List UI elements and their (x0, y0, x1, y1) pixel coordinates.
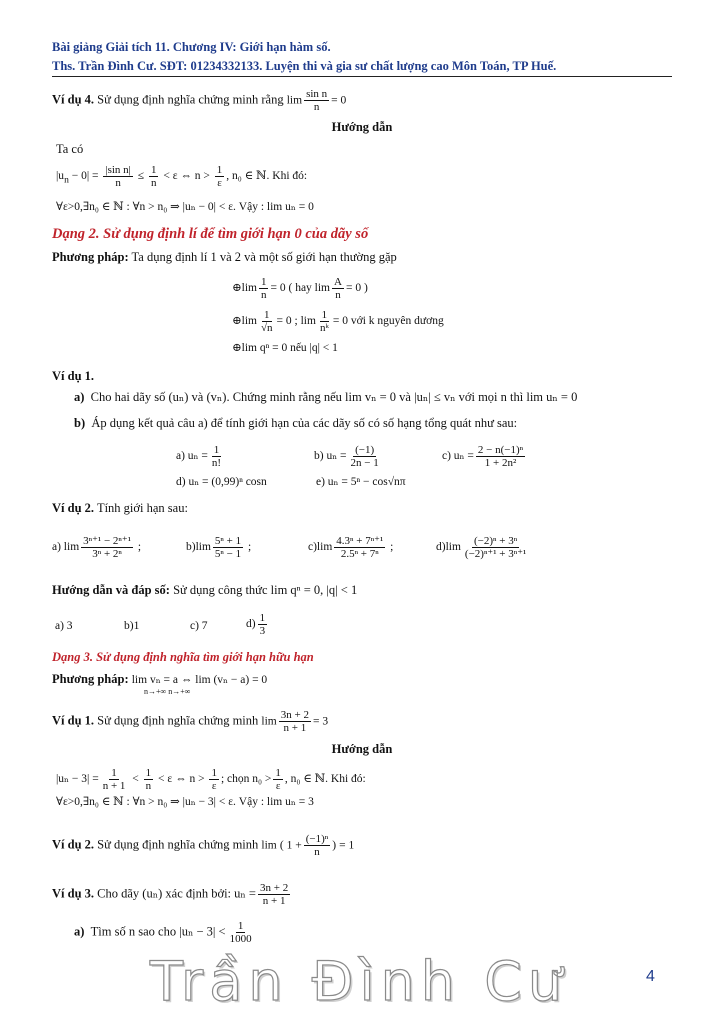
example-1-b: b) Áp dụng kết quả câu a) để tính giới hạn của các dãy số có số hạng tổng quát như sau: (74, 416, 518, 430)
header-rule (52, 76, 672, 77)
proof-2-line-1: |uₙ − 3| = $\frac{1}{n + 1}$ < $\frac{1}{n}$ < ε ⇔ n > $\frac{1}{\varepsilon}$ ; chọn n₀ > $\frac{1}{\varepsilon}$ , n₀ ∈ ℕ. Khi đó: (56, 767, 366, 792)
item-c: c) uₙ = $\frac{\text{2 − n(−1)ⁿ}}{\text{1 + 2n²}}$ (442, 444, 524, 469)
page-header (52, 38, 672, 76)
example-3-2: Ví dụ 2. Sử dụng định nghĩa chứng minh lim ( 1 + $\frac{\text{(−1)ⁿ}}{n}$ ) = 1 (52, 833, 355, 858)
example-4: Ví dụ 4. Sử dụng định nghĩa chứng minh rằng lim $\frac{\text{sin n}}{n}$ = 0 (52, 88, 347, 113)
answer-b: b)1 (124, 620, 140, 632)
header-line-1: Bài giảng Giải tích 11. Chương IV: Giới hạn hàm số. (52, 40, 331, 54)
answer-a: a) 3 (55, 620, 73, 632)
page-number: 4 (646, 968, 655, 985)
ta-co: Ta có (56, 142, 84, 156)
limit-d: d)lim $\frac{\text{(−2)ⁿ + 3ⁿ}}{\text{(−2)ⁿ⁺¹ + 3ⁿ⁺¹}}$ (436, 535, 527, 560)
answer-c: c) 7 (190, 620, 208, 632)
fraction: $\frac{\text{sin n}}{n}$ (306, 88, 328, 113)
answers-intro: Hướng dẫn và đáp số: Sử dụng công thức lim qⁿ = 0, |q| < 1 (52, 583, 358, 597)
example-3-3: Ví dụ 3. Cho dãy (uₙ) xác định bởi: uₙ = $\frac{3n + 2}{n + 1}$ (52, 882, 289, 907)
example-3-3-a: a) Tìm số n sao cho |uₙ − 3| < $\frac{1}{1000}$ (74, 920, 252, 945)
proof-line-2: ∀ε>0,∃n₀ ∈ ℕ : ∀n > n₀ ⇒ |uₙ − 0| < ε. Vậy : lim uₙ = 0 (56, 201, 314, 213)
example-2: Ví dụ 2. Tính giới hạn sau: (52, 501, 188, 515)
formula-1: ⊕lim $\frac{1}{n}$ = 0 ( hay lim $\frac{A}{n}$ = 0 ) (232, 276, 368, 301)
header-line-2: Ths. Trần Đình Cư. SĐT: 01234332133. Luyện thi và gia sư chất lượng cao Môn Toán, TP Huế. (52, 59, 557, 73)
guide-heading: Hướng dẫn (331, 120, 393, 134)
formula-3: ⊕lim qⁿ = 0 nếu |q| < 1 (232, 342, 338, 354)
example-1-label: Ví dụ 1. (52, 369, 95, 383)
item-a: a) uₙ = $\frac{1}{n!}$ (176, 444, 222, 469)
example-1-a: a) Cho hai dãy số (uₙ) và (vₙ). Chứng minh rằng nếu lim vₙ = 0 và |uₙ| ≤ vₙ với mọi n thì lim uₙ = 0 (74, 390, 578, 404)
proof-line-1: $|u_n - 0|$ = $\frac{\text{|sin n|}}{n}$ ≤ $\frac{1}{n}$ < ε ⇔ n > $\frac{1}{\varepsilon}$ , n₀ ∈ ℕ. Khi đó: (56, 164, 308, 189)
item-d: d) uₙ = (0,99)ⁿ cosn (176, 476, 267, 488)
section-dang-3-title: Dạng 3. Sử dụng định nghĩa tìm giới hạn hữu hạn (52, 650, 314, 664)
formula-2: ⊕lim $\frac{1}{√n}$ = 0 ; lim $\frac{1}{\text{nᵏ}}$ = 0 với k nguyên dương (232, 309, 444, 334)
answer-d: d) $\frac{1}{3}$ (246, 612, 266, 637)
proof-2-line-2: ∀ε>0,∃n₀ ∈ ℕ : ∀n > n₀ ⇒ |uₙ − 3| < ε. Vậy : lim uₙ = 3 (56, 796, 314, 808)
section-dang-2-title: Dạng 2. Sử dụng định lí để tìm giới hạn 0 của dãy số (52, 226, 369, 242)
method-3-line: Phương pháp: lim vₙ = a ⇔ lim (vₙ − a) = 0 (52, 672, 268, 686)
method-line: Phương pháp: Ta dụng định lí 1 và 2 và một số giới hạn thường gặp (52, 250, 397, 264)
limit-a: a) lim $\frac{\text{3ⁿ⁺¹ − 2ⁿ⁺¹}}{\text{3ⁿ + 2ⁿ}}$ ; (52, 535, 142, 560)
example-3-1: Ví dụ 1. Sử dụng định nghĩa chứng minh lim $\frac{3n + 2}{n + 1}$ = 3 (52, 709, 329, 734)
example-label: Ví dụ 4. (52, 92, 95, 107)
item-b: b) uₙ = $\frac{(-1)}{2n - 1}$ (314, 444, 379, 469)
limit-b: b)lim $\frac{\text{5ⁿ + 1}}{\text{5ⁿ − 1}}$ ; (186, 535, 252, 560)
method-3-subscripts: n→+∞ n→+∞ (144, 687, 191, 696)
item-e: e) uₙ = 5ⁿ − cos√nπ (316, 476, 406, 488)
guide-heading-2: Hướng dẫn (331, 742, 393, 756)
watermark: Trần Đình Cư (150, 950, 569, 1013)
limit-c: c)lim $\frac{\text{4.3ⁿ + 7ⁿ⁺¹}}{\text{2.5ⁿ + 7ⁿ}}$ ; (308, 535, 394, 560)
